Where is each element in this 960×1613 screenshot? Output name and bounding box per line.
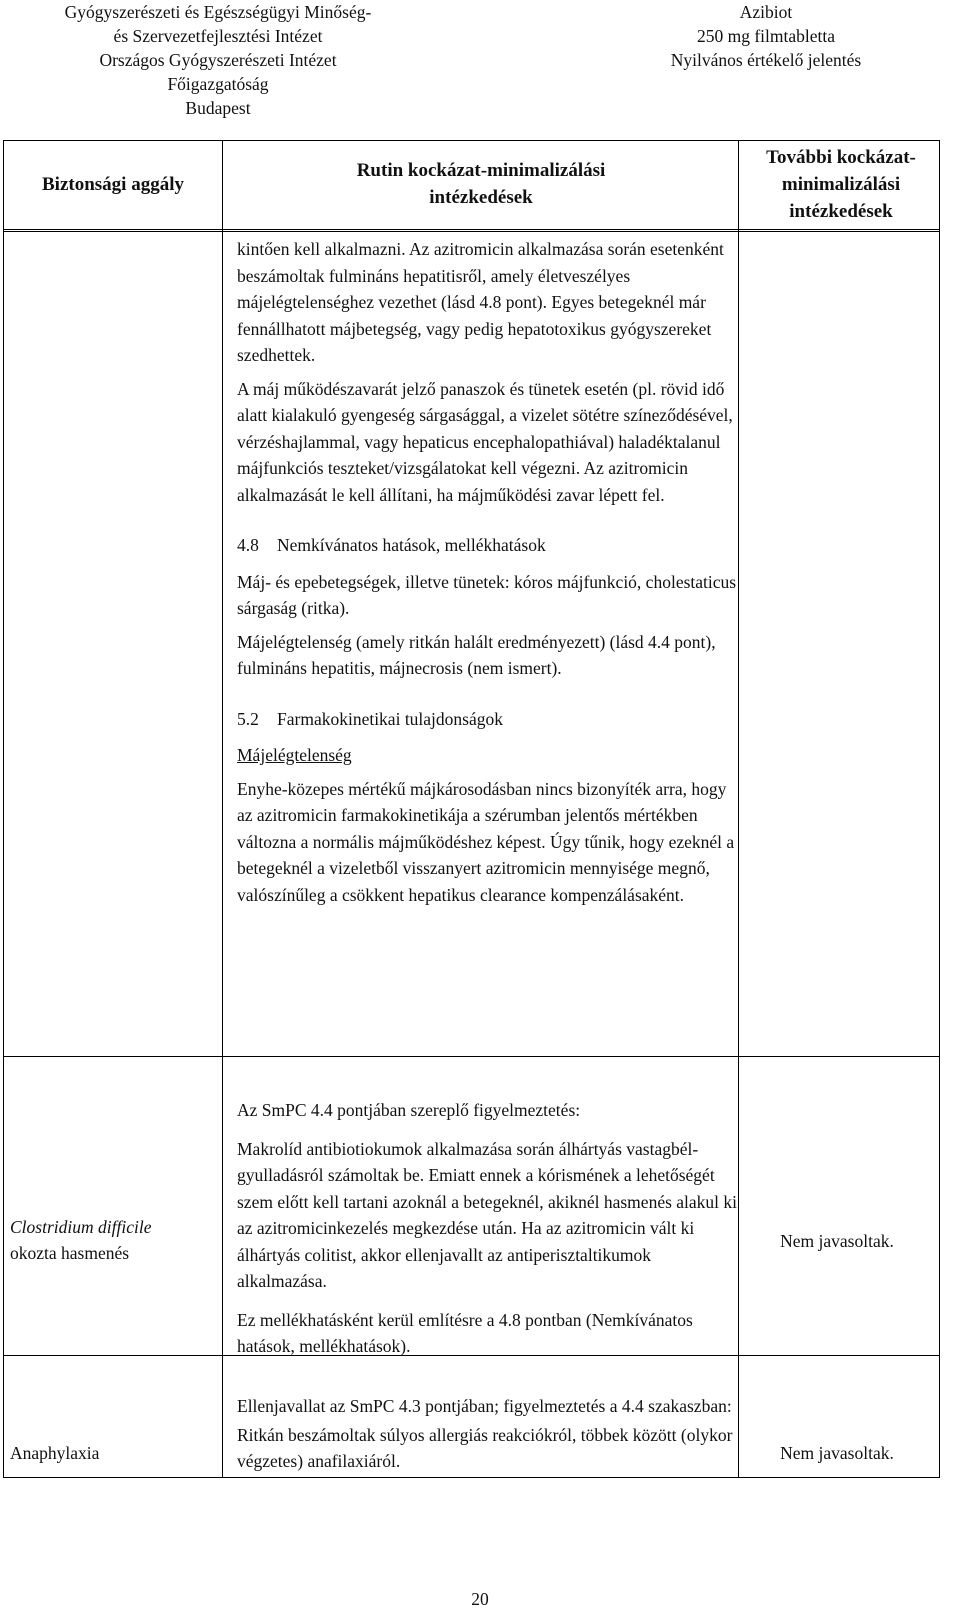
report-type: Nyilvános értékelő jelentés xyxy=(670,50,862,70)
table-border-right xyxy=(939,140,940,1478)
row2-routine-text xyxy=(237,1097,737,1367)
row1-paragraph-2: A máj működészavarát jelző panaszok és tünetek esetén (pl. rövid idő alatt kialakuló gyengeség sárgasággal, a vizelet sötétre színeződésével, vérzéshajlammal, vagy hepaticus encephalopathiával) haladéktalanul májfunkciós teszteket/vizsgálatokat kell végezni. Az azitromicin alkalmazását le kell állítani, ha májműködési zavar lépett fel. xyxy=(237,378,733,505)
row1-routine-text xyxy=(237,236,737,915)
header-row-divider-inner xyxy=(3,229,940,230)
section-4-8-title: Nemkívánatos hatások, mellékhatások xyxy=(277,535,546,555)
header-row-divider xyxy=(3,231,940,232)
section-5-2-heading xyxy=(237,706,737,733)
header-left-line-3: Országos Gyógyszerészeti Intézet xyxy=(99,50,337,70)
section-5-2-title: Farmakokinetikai tulajdonságok xyxy=(277,708,503,729)
header-left xyxy=(8,0,428,120)
product-name: Azibiot xyxy=(739,2,793,22)
section-4-8-heading xyxy=(237,532,737,559)
row3-safety-concern: Anaphylaxia xyxy=(10,1443,100,1463)
row2-additional-measures: Nem javasoltak. xyxy=(780,1231,894,1251)
row1-paragraph-4: Májelégtelenség (amely ritkán halált eredményezett) (lásd 4.4 pont), fulmináns hepatitis, májnecrosis (nem ismert). xyxy=(237,631,716,678)
row2-concern-italic: Clostridium difficile xyxy=(10,1217,152,1237)
header-left-line-1: Gyógyszerészeti és Egészségügyi Minőség- xyxy=(64,2,372,22)
col-divider-2 xyxy=(738,140,739,1478)
header-right xyxy=(616,0,916,72)
row2-safety-concern xyxy=(10,1214,220,1266)
section-4-8-number: 4.8 xyxy=(237,535,259,555)
header-left-line-4: Főigazgatóság xyxy=(167,74,269,94)
header-left-line-2: és Szervezetfejlesztési Intézet xyxy=(113,26,323,46)
header-routine-measures: Rutin kockázat-minimalizálási intézkedések xyxy=(356,160,606,208)
table-border-top xyxy=(3,140,940,141)
row2-paragraph-2: Makrolíd antibiotiokumok alkalmazása során álhártyás vastagbél-gyulladásról számoltak be. Emiatt ennek a kórismének a lehetőségét szem előtt kell tartani azoknál a betegeknél, akiknél hasmenés alakul ki az azitromicinkezelés megkezdése után. Ha az azitromicin vált ki álhártyás colitist, akkor ellenjavallt az antiperisztaltikumok alkalmazása. xyxy=(237,1138,738,1291)
section-5-2-number: 5.2 xyxy=(237,708,259,729)
row3-routine-text xyxy=(237,1393,737,1482)
subheading-liver-failure: Májelégtelenség xyxy=(237,745,352,765)
product-form: 250 mg filmtabletta xyxy=(696,26,836,46)
row1-paragraph-1: kintően kell alkalmazni. Az azitromicin alkalmazása során esetenként beszámoltak fulmináns hepatitisről, amely életveszélyes májelégtelenséghez vezethet (lásd 4.8 pont). Egyes betegeknél már fennállhatott májbetegség, vagy pedig hepatotoxikus gyógyszereket szedhettek. xyxy=(237,239,724,365)
header-left-line-5: Budapest xyxy=(185,98,251,118)
row2-concern-rest: okozta hasmenés xyxy=(10,1243,130,1263)
col-divider-1 xyxy=(222,140,223,1478)
row1-paragraph-5: Enyhe-közepes mértékű májkárosodásban nincs bizonyíték arra, hogy az azitromicin farmakokinetikája a szérumban jelentős mértékben változna a normális májműködéshez képest. Úgy tűnik, hogy ezeknél a betegeknél a vizeletből visszanyert azitromicin mennyisége megnő, valószínűleg a csökkent hepatikus clearance kompenzálásaként. xyxy=(237,778,735,905)
row2-paragraph-3: Ez mellékhatásként kerül említésre a 4.8 pontban (Nemkívánatos hatások, mellékhatások). xyxy=(237,1309,693,1356)
row3-paragraph-1: Ellenjavallat az SmPC 4.3 pontjában; figyelmeztetés a 4.4 szakaszban: xyxy=(237,1396,732,1416)
row3-additional-measures: Nem javasoltak. xyxy=(780,1443,894,1463)
header-safety-concern: Biztonsági aggály xyxy=(42,174,184,195)
page-number: 20 xyxy=(471,1589,489,1609)
table-border-left xyxy=(3,140,4,1478)
row2-paragraph-1: Az SmPC 4.4 pontjában szereplő figyelmeztetés: xyxy=(237,1100,581,1120)
row1-paragraph-3: Máj- és epebetegségek, illetve tünetek: kóros májfunkció, cholestaticus sárgaság (ritka). xyxy=(237,571,737,618)
row3-paragraph-2: Ritkán beszámoltak súlyos allergiás reakciókról, többek között (olykor végzetes) anafilaxiáról. xyxy=(237,1424,733,1471)
row-divider-1 xyxy=(3,1056,940,1057)
header-additional-measures: További kockázat-minimalizálási intézkedések xyxy=(766,147,916,222)
